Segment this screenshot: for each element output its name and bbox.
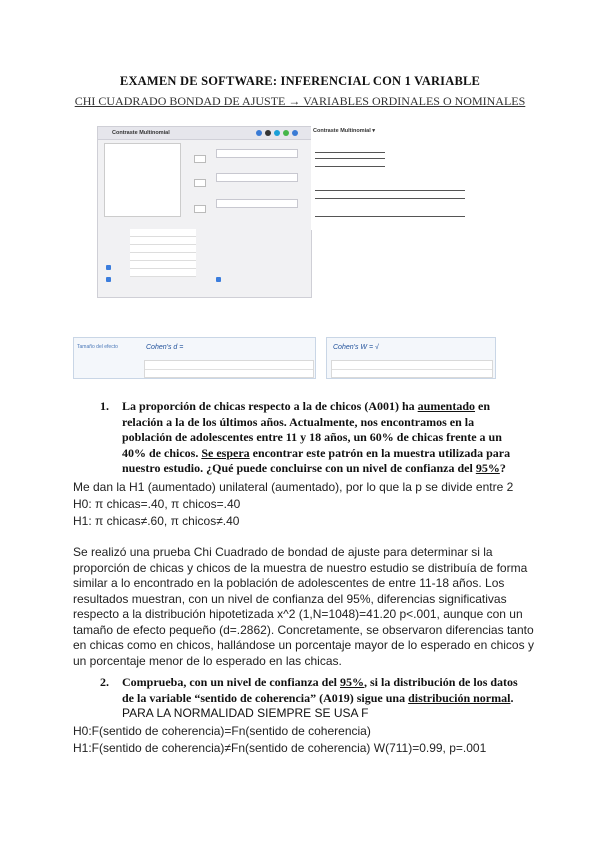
panel-title: Contraste Multinomial [112, 130, 170, 136]
answer-1-paragraph: Se realizó una prueba Chi Cuadrado de bondad de ajuste para determinar si la proporción de chicas y chicos de la muestra de nuestro estudio se distribuía de forma similar a lo encontrado en la población de adolescentes de entre 11-18 años. Los resultados muestran, con un nivel de confianza del 95%, diferencias significativas respecto a la distribución hipotetizada x^2 (1,N=1048)=41.20 p<.001, aunque con un tamaño de efecto pequeño (d=.2862). Concretamente, se observaron diferencias tanto en chicas como en chicos, hallándose un porcentaje mayor de lo esperado en chicos y un porcentaje menor de lo esperado en las chicas. [73, 545, 534, 668]
counts-field[interactable] [216, 173, 298, 182]
move-factor-button[interactable] [194, 155, 206, 163]
document-subtitle: CHI CUADRADO BONDAD DE AJUSTE → VARIABLES ORDINALES O NOMINALES [74, 94, 526, 108]
effect-size-table-right [331, 360, 493, 378]
document-title: EXAMEN DE SOFTWARE: INFERENCIAL CON 1 VARIABLE [119, 74, 481, 88]
expected-field[interactable] [216, 199, 298, 208]
question-2-number: 2. [100, 675, 109, 689]
move-expected-button[interactable] [194, 205, 206, 213]
close-icon [292, 130, 298, 136]
effect-size-strip-right [326, 337, 496, 379]
answer-1-note: Me dan la H1 (aumentado) unilateral (aumentado), por lo que la p se divide entre 2 [73, 480, 514, 494]
copy-icon [265, 130, 271, 136]
results-screenshot [311, 126, 466, 230]
checkbox-plot[interactable] [216, 277, 221, 282]
panel-header [98, 127, 311, 140]
checkbox-descriptives[interactable] [106, 265, 111, 270]
cohens-w-formula: Cohen's W = √ [333, 344, 379, 351]
info-icon [256, 130, 262, 136]
expected-proportions-table [130, 229, 196, 277]
effect-size-strip-left [73, 337, 316, 379]
answer-1-h1: H1: π chicas≠.60, π chicos≠.40 [73, 514, 240, 528]
help-icon [274, 130, 280, 136]
checkbox-confidence[interactable] [106, 277, 111, 282]
answer-2-h1: H1:F(sentido de coherencia)≠Fn(sentido de coherencia) W(711)=0.99, p=.001 [73, 741, 487, 755]
effect-size-label: Tamaño del efecto [77, 344, 118, 350]
effect-size-table-left [144, 360, 314, 378]
variable-list[interactable] [104, 143, 181, 217]
move-counts-button[interactable] [194, 179, 206, 187]
answer-1-h0: H0: π chicas=.40, π chicos=.40 [73, 497, 241, 511]
question-2: 2. Comprueba, con un nivel de confianza del 95%, si la distribución de los datos de la variable “sentido de coherencia” (A019) sigue una distribución normal. PARA LA NORMALIDAD SIEMPRE SE USA F [100, 675, 518, 720]
question-1-number: 1. [100, 399, 109, 413]
answer-2-h0: H0:F(sentido de coherencia)=Fn(sentido de coherencia) [73, 724, 371, 738]
edit-icon [283, 130, 289, 136]
cohens-d-formula: Cohen's d = [146, 344, 184, 351]
question-1: 1. La proporción de chicas respecto a la de chicos (A001) ha aumentado en relación a la de los últimos años. Actualmente, nos encontramos en la población de adolescentes entre 11 y 18 años, un 60% de chicas frente a un 40% de chicos. Se espera encontrar este patrón en la muestra utilizada para nuestro estudio. ¿Qué puede concluirse con un nivel de confianza del 95%? [100, 399, 511, 475]
analysis-panel-screenshot [97, 126, 312, 298]
factor-field[interactable] [216, 149, 298, 158]
results-title: Contraste Multinomial ▾ [313, 128, 376, 134]
